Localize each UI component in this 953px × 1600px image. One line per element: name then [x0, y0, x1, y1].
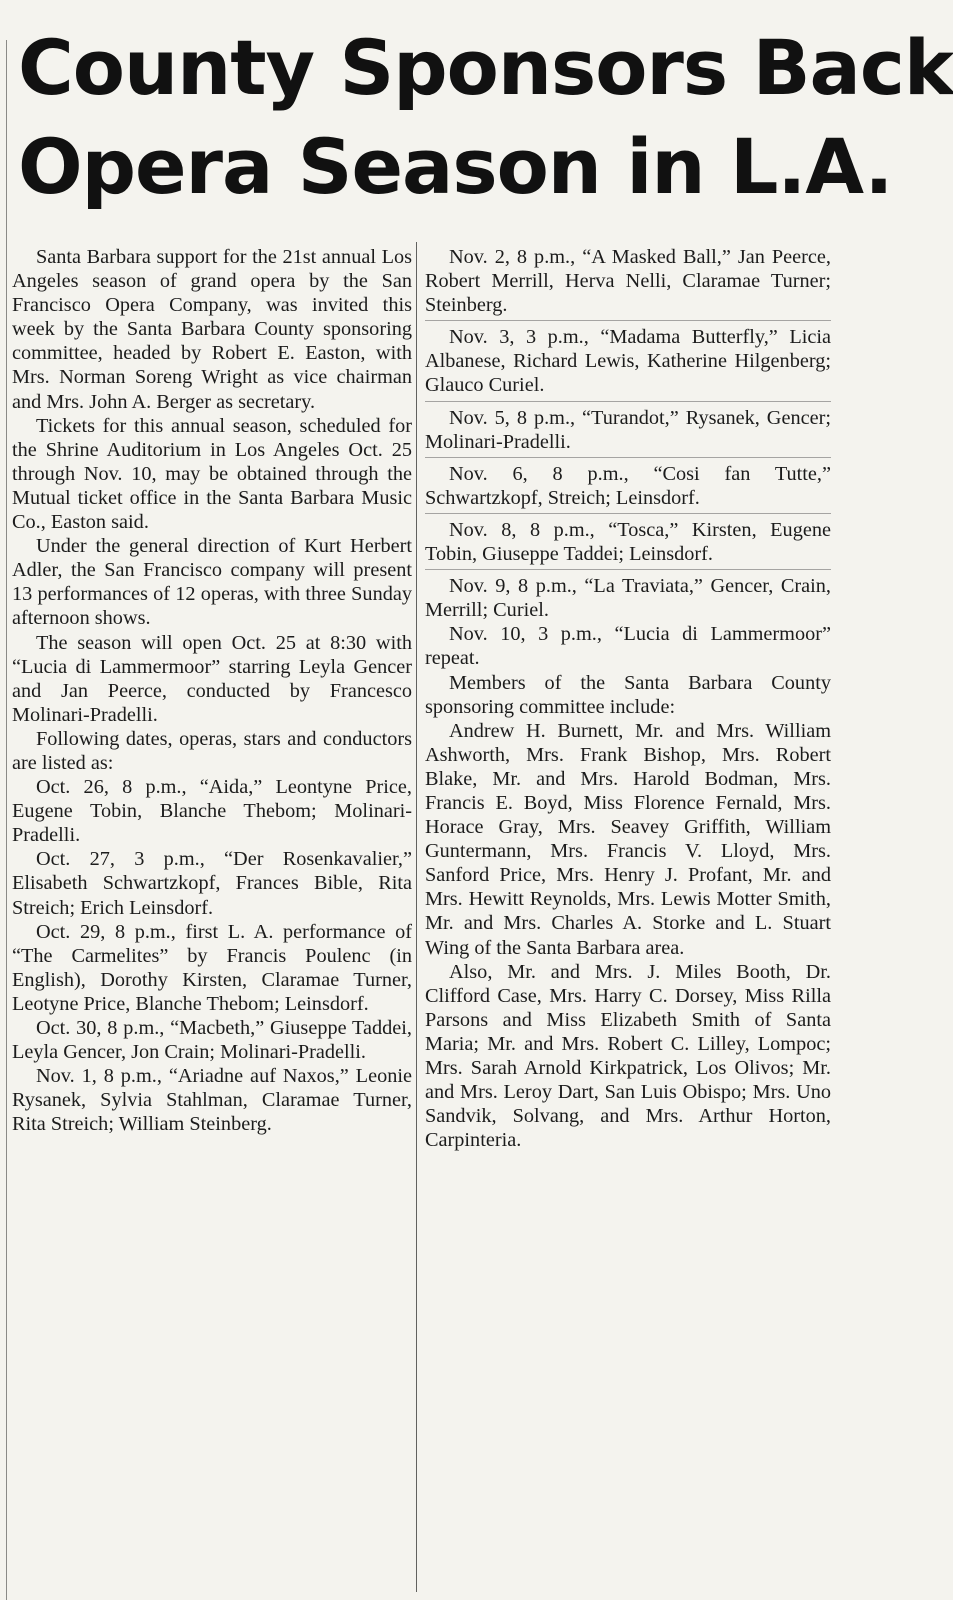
- schedule-entry: Nov. 10, 3 p.m., “Lucia di Lammermoor” repeat.: [425, 623, 831, 670]
- entry-divider: [425, 513, 831, 514]
- column-rule: [416, 242, 417, 1592]
- schedule-entry: Oct. 29, 8 p.m., first L. A. performance of “The Carmelites” by Francis Poulenc (in English), Dorothy Kirsten, Claramae Turner, Leotyne Price, Blanche Thebom; Leinsdorf.: [12, 920, 412, 1015]
- body-paragraph: Under the general direction of Kurt Herbert Adler, the San Francisco company will present 13 performances of 12 operas, with three Sunday afternoon shows.: [12, 535, 412, 630]
- schedule-entry: Nov. 3, 3 p.m., “Madama Butterfly,” Licia Albanese, Richard Lewis, Katherine Hilgenberg; Glauco Curiel.: [425, 326, 831, 397]
- schedule-entry: Oct. 30, 8 p.m., “Macbeth,” Giuseppe Taddei, Leyla Gencer, Jon Crain; Molinari-Pradelli.: [12, 1017, 412, 1064]
- headline-line-2: Opera Season in L.A.: [18, 122, 893, 211]
- body-paragraph: Members of the Santa Barbara County sponsoring committee include:: [425, 671, 831, 718]
- schedule-entry: Nov. 2, 8 p.m., “A Masked Ball,” Jan Peerce, Robert Merrill, Herva Nelli, Claramae Turner; Steinberg.: [425, 246, 831, 317]
- page-edge-rule: [6, 40, 7, 1600]
- committee-list: Also, Mr. and Mrs. J. Miles Booth, Dr. Clifford Case, Mrs. Harry C. Dorsey, Miss Rilla Parsons and Miss Elizabeth Smith of Santa Maria; Mr. and Mrs. Robert C. Lilley, Lompoc; Mrs. Sarah Arnold Kirkpatrick, Los Olivos; Mr. and Mrs. Leroy Dart, San Luis Obispo; Mrs. Uno Sandvik, Solvang, and Mrs. Arthur Horton, Carpinteria.: [425, 960, 831, 1152]
- right-column: [425, 245, 831, 1152]
- schedule-entry: Oct. 27, 3 p.m., “Der Rosenkavalier,” Elisabeth Schwartzkopf, Frances Bible, Rita Streich; Erich Leinsdorf.: [12, 848, 412, 919]
- body-paragraph: Tickets for this annual season, scheduled for the Shrine Auditorium in Los Angeles Oct. 25 through Nov. 10, may be obtained through the Mutual ticket office in the Santa Barbara Music Co., Easton said.: [12, 414, 412, 534]
- headline: [18, 18, 953, 216]
- entry-divider: [425, 401, 831, 402]
- schedule-entry: Nov. 5, 8 p.m., “Turandot,” Rysanek, Gencer; Molinari-Pradelli.: [425, 406, 831, 453]
- body-paragraph: The season will open Oct. 25 at 8:30 with “Lucia di Lammermoor” starring Leyla Gencer and Jan Peerce, conducted by Francesco Molinari-Pradelli.: [12, 631, 412, 726]
- headline-line-1: County Sponsors Back: [18, 23, 953, 112]
- body-paragraph: Following dates, operas, stars and conductors are listed as:: [12, 727, 412, 774]
- committee-list: Andrew H. Burnett, Mr. and Mrs. William Ashworth, Mrs. Frank Bishop, Mrs. Robert Blake, Mr. and Mrs. Harold Bodman, Mrs. Francis E. Boyd, Miss Florence Fernald, Mrs. Horace Gray, Mrs. Seavey Griffith, William Guntermann, Mrs. Francis V. Lloyd, Mrs. Sanford Price, Mrs. Henry J. Profant, Mr. and Mrs. Hewitt Reynolds, Mrs. Lewis Motter Smith, Mr. and Mrs. Charles A. Storke and L. Stuart Wing of the Santa Barbara area.: [425, 719, 831, 959]
- body-paragraph: Santa Barbara support for the 21st annual Los Angeles season of grand opera by the San Francisco Opera Company, was invited this week by the Santa Barbara County sponsoring committee, headed by Robert E. Easton, with Mrs. Norman Soreng Wright as vice chairman and Mrs. John A. Berger as secretary.: [12, 246, 412, 413]
- schedule-entry: Nov. 8, 8 p.m., “Tosca,” Kirsten, Eugene Tobin, Giuseppe Taddei; Leinsdorf.: [425, 518, 831, 566]
- left-column: [12, 245, 412, 1136]
- schedule-entry: Nov. 9, 8 p.m., “La Traviata,” Gencer, Crain, Merrill; Curiel.: [425, 575, 831, 622]
- schedule-entry: Oct. 26, 8 p.m., “Aida,” Leontyne Price, Eugene Tobin, Blanche Thebom; Molinari-Pradelli.: [12, 776, 412, 847]
- entry-divider: [425, 457, 831, 458]
- entry-divider: [425, 320, 831, 321]
- schedule-entry: Nov. 1, 8 p.m., “Ariadne auf Naxos,” Leonie Rysanek, Sylvia Stahlman, Claramae Turner, Rita Streich; William Steinberg.: [12, 1065, 412, 1136]
- schedule-entry: Nov. 6, 8 p.m., “Cosi fan Tutte,” Schwartzkopf, Streich; Leinsdorf.: [425, 462, 831, 509]
- entry-divider: [425, 569, 831, 570]
